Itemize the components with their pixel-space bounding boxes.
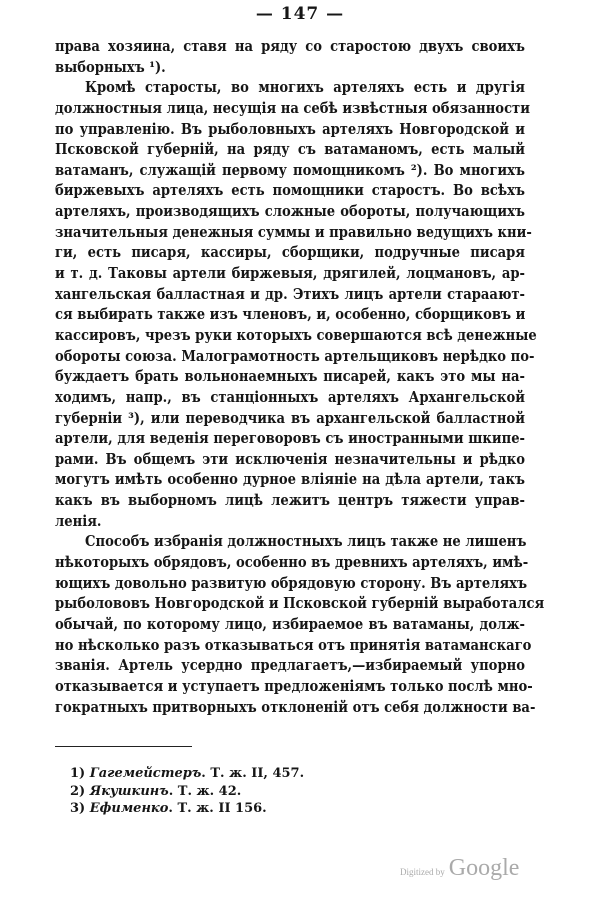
footnote [70, 783, 304, 801]
text-line: гократныхъ притворныхъ отклоненій отъ себя должности ва- [55, 698, 536, 716]
footnote [70, 800, 304, 818]
text-line: обычай, по которому лицо, избираемое въ ватаманы, долж- [55, 615, 525, 633]
text-line: рами. Въ общемъ эти исключенія незначительны и рѣдко [55, 450, 525, 468]
footnotes [70, 765, 304, 818]
text-line: кассировъ, чрезъ руки которыхъ совершаются всѣ денежные [55, 326, 537, 344]
text-line: ющихъ довольно развитую обрядовую сторону. Въ артеляхъ [55, 574, 528, 592]
text-line: буждаетъ брать вольнонаемныхъ писарей, какъ это мы на- [55, 368, 525, 386]
text-line: значительныя денежныя суммы и правильно ведущихъ кни- [55, 223, 532, 241]
footnote-divider [55, 746, 192, 747]
footnote-author: Гагемейстеръ [89, 766, 202, 781]
text-line: Псковской губерній, на ряду съ ватаманомъ, есть малый [55, 141, 525, 159]
watermark-prefix: Digitized by [400, 867, 445, 877]
footnote-num: 1) [70, 766, 86, 781]
text-line: артеляхъ, производящихъ сложные обороты, получающихъ [55, 203, 525, 221]
footnote-num: 2) [70, 783, 86, 799]
text-line: нѣкоторыхъ обрядовъ, особенно въ древнихъ артеляхъ, имѣ- [55, 554, 529, 572]
footnote-author: Якушкинъ [89, 783, 169, 799]
footnote-ref: . Т. ж. II, 457. [201, 766, 305, 781]
text-line: Способъ избранія должностныхъ лицъ также не лишенъ [85, 533, 527, 551]
text-line: ходимъ, напр., въ станціонныхъ артеляхъ Архангельской [55, 388, 525, 406]
footnote-num: 3) [70, 801, 86, 816]
text-line: должностныя лица, несущія на себѣ извѣстныя обязанности [55, 99, 530, 117]
text-line: обороты союза. Малограмотность артельщиковъ нерѣдко по- [55, 347, 535, 365]
text-line: ги, есть писаря, кассиры, сборщики, подручные писаря [55, 244, 525, 262]
text-line: биржевыхъ артеляхъ есть помощники старостъ. Во всѣхъ [55, 182, 525, 200]
text-line: но нѣсколько разъ отказываться отъ принятія ватаманскаго [55, 636, 532, 654]
footnote [70, 765, 304, 783]
text-line: и т. д. Таковы артели биржевыя, дрягилей, лоцмановъ, ар- [55, 265, 525, 283]
text-line: рыболововъ Новгородской и Псковской губерній выработался [55, 595, 545, 613]
watermark-brand: Google [448, 855, 520, 881]
text-line: званія. Артель усердно предлагаетъ,—избираемый упорно [55, 657, 525, 675]
google-watermark [400, 855, 519, 882]
text-line: какъ въ выборномъ лицѣ лежитъ центръ тяжести управ- [55, 492, 525, 510]
text-line: ся выбирать также изъ членовъ, и, особенно, сборщиковъ и [55, 306, 526, 324]
text-line: по управленію. Въ рыболовныхъ артеляхъ Новгородской и [55, 120, 525, 138]
page-number: — 147 — [255, 4, 345, 24]
footnote-ref: . Т. ж. 42. [168, 783, 242, 799]
text-line: ватаманъ, служащій первому помощникомъ ²). Во многихъ [55, 161, 525, 179]
text-line: Кромѣ старосты, во многихъ артеляхъ есть и другія [85, 79, 525, 97]
text-line: права хозяина, ставя на ряду со старостою двухъ своихъ [55, 38, 525, 55]
text-line: отказывается и уступаетъ предложеніямъ только послѣ мно- [55, 677, 533, 695]
text-line: могутъ имѣть особенно дурное вліяніе на дѣла артели, такъ [55, 471, 525, 489]
body-text [55, 37, 545, 718]
text-line: выборныхъ ¹). [55, 58, 166, 76]
text-line: ленія. [55, 512, 102, 530]
text-line: хангельская балластная и др. Этихъ лицъ артели стараают- [55, 285, 525, 303]
footnote-ref: . Т. ж. II 156. [168, 801, 267, 816]
text-line: артели, для веденія переговоровъ съ иностранными шкипе- [55, 430, 525, 448]
footnote-author: Ефименко [89, 801, 169, 816]
text-line: губерніи ³), или переводчика въ архангельской балластной [55, 409, 525, 427]
